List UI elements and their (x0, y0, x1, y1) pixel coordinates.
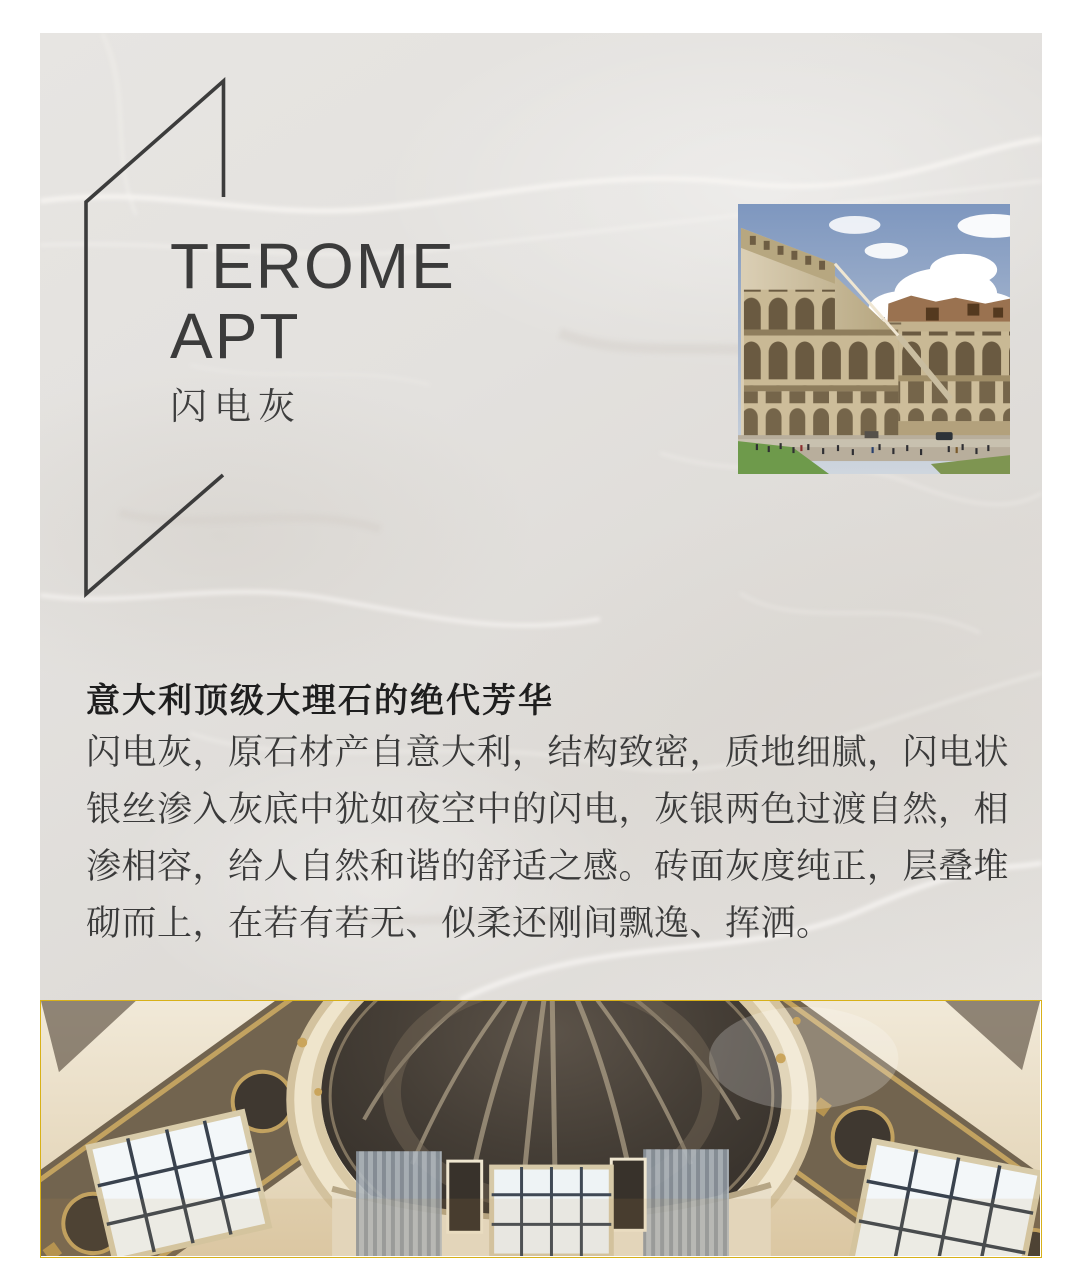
article-body-line-2: 银丝渗入灰底中犹如夜空中的闪电，灰银两色过渡自然，相 (86, 790, 1010, 829)
brand-subtitle: 闪电灰 (170, 386, 302, 427)
cathedral-photo-art (41, 1001, 1040, 1256)
article-body-line-3: 渗相容，给人自然和谐的舒适之感。砖面灰度纯正，层叠堆 (86, 847, 1010, 886)
article-body-line-1: 闪电灰，原石材产自意大利，结构致密，质地细腻，闪电状 (86, 733, 1010, 772)
colosseum-photo (738, 204, 1010, 474)
article-body-line-4: 砌而上，在若有若无、似柔还刚间飘逸、挥洒。 (86, 904, 832, 943)
colosseum-photo-art (738, 204, 1010, 474)
cathedral-ceiling-photo (40, 1000, 1042, 1258)
article-heading: 意大利顶级大理石的绝代芳华 (86, 682, 554, 720)
brand-title-line2: APT (170, 300, 301, 372)
marble-background-panel (40, 33, 1042, 1000)
brand-title-line1: TEROME (170, 230, 456, 302)
article-body (86, 724, 1036, 952)
